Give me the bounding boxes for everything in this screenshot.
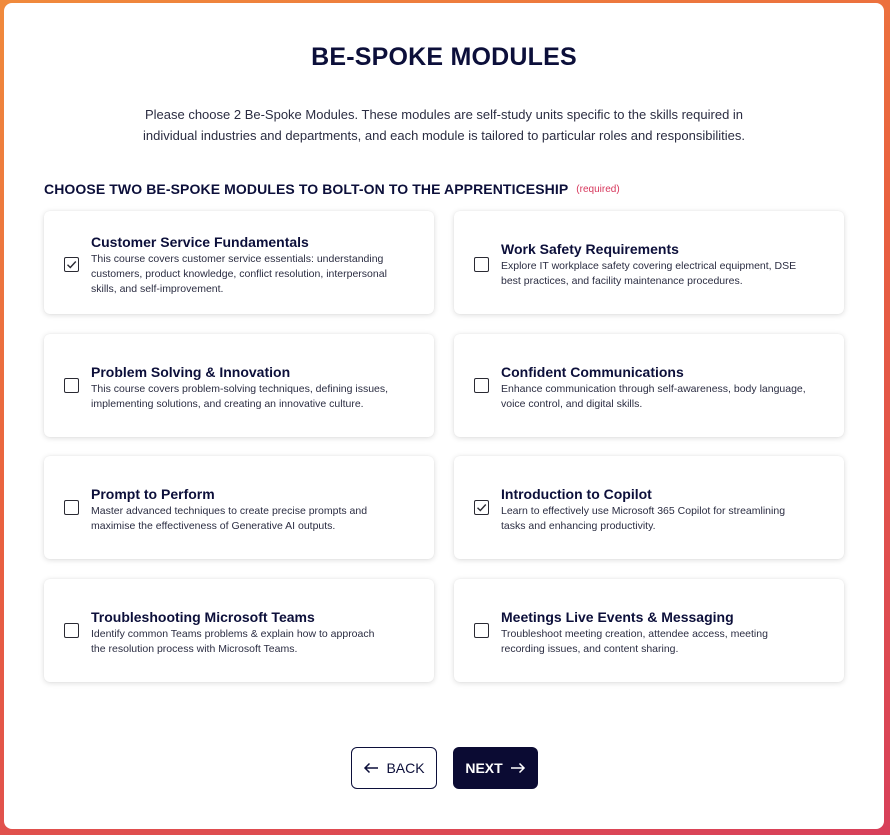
description-line: Explore IT workplace safety covering electrical equipment, DSE (501, 260, 797, 272)
description-line: Enhance communication through self-awareness, body language, (501, 383, 806, 395)
module-checkbox[interactable] (64, 257, 79, 272)
module-text (91, 486, 416, 534)
description-line: customers, product knowledge, conflict resolution, interpersonal (91, 268, 387, 280)
module-checkbox[interactable] (64, 500, 79, 515)
page-title: BE-SPOKE MODULES (311, 43, 577, 71)
module-text (91, 234, 416, 297)
module-checkbox[interactable] (64, 623, 79, 638)
module-checkbox[interactable] (64, 378, 79, 393)
intro-text (124, 104, 764, 146)
intro-line-1: Please choose 2 Be-Spoke Modules. These modules are self-study units specific to the skills required in (144, 107, 744, 122)
description-line: voice control, and digital skills. (501, 398, 643, 410)
intro-line-2: individual industries and departments, and each module is tailored to particular roles and responsibilities. (143, 128, 745, 143)
description-line: skills, and self-improvement. (91, 283, 224, 295)
description-line: Identify common Teams problems & explain how to approach (91, 628, 375, 640)
module-card-problem-solving-innovation[interactable] (44, 334, 434, 437)
description-line: Master advanced techniques to create precise prompts and (91, 505, 368, 517)
checkmark-icon (66, 259, 77, 270)
module-title: Work Safety Requirements (501, 241, 679, 257)
description-line: tasks and enhancing productivity. (501, 520, 656, 532)
section-title: CHOOSE TWO BE-SPOKE MODULES TO BOLT-ON TO THE APPRENTICESHIP (44, 181, 569, 197)
module-title: Problem Solving & Innovation (91, 364, 291, 380)
module-title: Customer Service Fundamentals (91, 234, 309, 250)
module-card-prompt-to-perform[interactable] (44, 456, 434, 559)
module-card-meetings-live-events-messaging[interactable] (454, 579, 844, 682)
module-text (501, 364, 826, 412)
module-text (91, 609, 416, 657)
module-card-confident-communications[interactable] (454, 334, 844, 437)
module-card-customer-service-fundamentals[interactable] (44, 211, 434, 314)
module-description (501, 504, 826, 534)
arrow-left-icon (363, 762, 379, 774)
module-title: Prompt to Perform (91, 486, 215, 502)
description-line: recording issues, and content sharing. (501, 643, 679, 655)
module-checkbox[interactable] (474, 257, 489, 272)
module-description (501, 382, 826, 412)
module-description (91, 382, 416, 412)
section-header (44, 180, 620, 198)
module-text (501, 241, 826, 289)
module-checkbox[interactable] (474, 378, 489, 393)
description-line: the resolution process with Microsoft Teams. (91, 643, 298, 655)
module-description (501, 627, 826, 657)
back-button[interactable] (351, 747, 437, 789)
required-label: (required) (576, 183, 620, 195)
description-line: maximise the effectiveness of Generative AI outputs. (91, 520, 336, 532)
main-panel (4, 3, 884, 829)
module-description (91, 504, 416, 534)
module-description (501, 259, 826, 289)
checkmark-icon (476, 502, 487, 513)
module-title: Troubleshooting Microsoft Teams (91, 609, 315, 625)
module-description (91, 252, 416, 297)
description-line: implementing solutions, and creating an innovative culture. (91, 398, 364, 410)
module-card-introduction-to-copilot[interactable] (454, 456, 844, 559)
module-title: Introduction to Copilot (501, 486, 652, 502)
next-label: NEXT (465, 760, 503, 776)
module-card-work-safety-requirements[interactable] (454, 211, 844, 314)
next-button[interactable] (453, 747, 538, 789)
module-title: Confident Communications (501, 364, 684, 380)
description-line: best practices, and facility maintenance procedures. (501, 275, 743, 287)
module-text (91, 364, 416, 412)
back-label: BACK (386, 760, 425, 776)
module-checkbox[interactable] (474, 500, 489, 515)
module-card-troubleshooting-microsoft-teams[interactable] (44, 579, 434, 682)
description-line: Learn to effectively use Microsoft 365 Copilot for streamlining (501, 505, 786, 517)
module-title: Meetings Live Events & Messaging (501, 609, 734, 625)
module-description (91, 627, 416, 657)
description-line: This course covers customer service essentials: understanding (91, 253, 384, 265)
description-line: Troubleshoot meeting creation, attendee access, meeting (501, 628, 768, 640)
module-checkbox[interactable] (474, 623, 489, 638)
module-text (501, 486, 826, 534)
description-line: This course covers problem-solving techniques, defining issues, (91, 383, 389, 395)
arrow-right-icon (510, 762, 526, 774)
module-text (501, 609, 826, 657)
